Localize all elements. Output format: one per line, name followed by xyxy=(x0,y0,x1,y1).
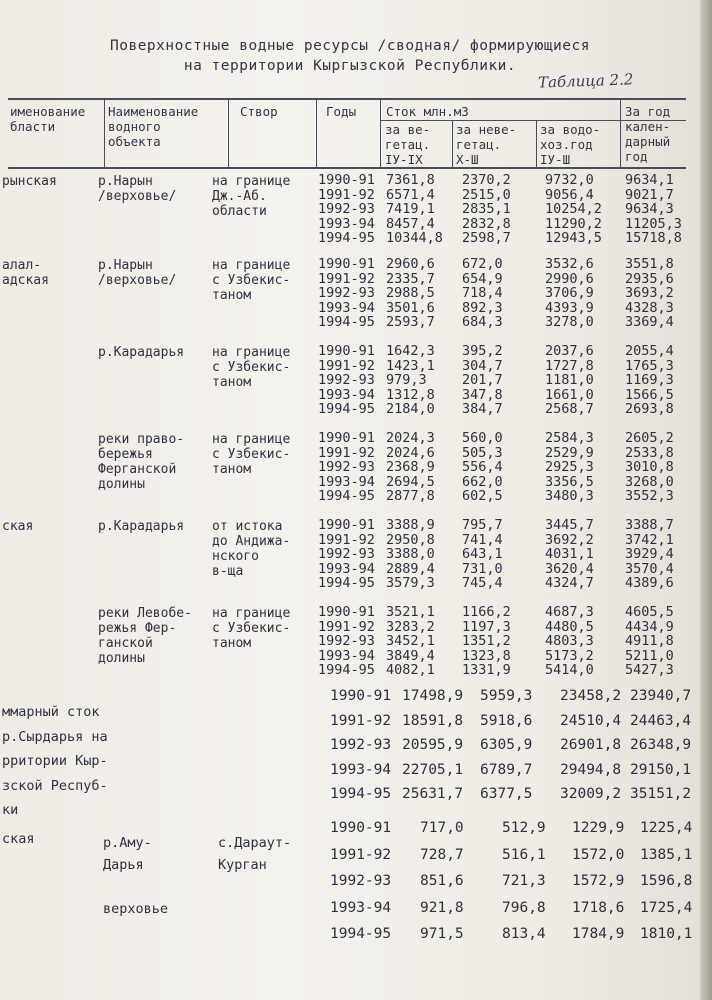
header-non-vegetation: за неве- гетац. Х-Ш xyxy=(456,122,517,167)
year-cell: 1993-94 xyxy=(330,761,392,778)
water-object-name: р.Карадарья xyxy=(98,519,185,534)
value-cell: 9056,4 xyxy=(545,186,594,203)
year-cell: 1993-94 xyxy=(318,386,375,403)
year-cell: 1991-92 xyxy=(318,270,375,287)
value-cell: 516,1 xyxy=(502,846,546,863)
value-cell: 4434,9 xyxy=(625,618,674,635)
header-top-rule xyxy=(8,98,686,100)
value-cell: 304,7 xyxy=(462,357,503,374)
value-cell: 2988,5 xyxy=(386,285,435,302)
value-cell: 643,1 xyxy=(462,546,503,563)
value-cell: 1596,8 xyxy=(640,873,693,889)
header-region: именование бласти xyxy=(10,104,86,134)
year-cell: 1991-92 xyxy=(318,618,375,635)
year-cell: 1990-91 xyxy=(330,688,392,704)
value-cell: 851,6 xyxy=(420,873,464,889)
value-cell: 2037,6 xyxy=(545,343,594,359)
region-name: алал- адская xyxy=(2,258,49,288)
value-cell: 10254,2 xyxy=(545,201,602,218)
water-object-name: р.Нарын /верховье/ xyxy=(98,258,177,288)
value-cell: 4687,3 xyxy=(545,604,594,620)
year-cell: 1994-95 xyxy=(318,575,375,592)
value-cell: 2370,2 xyxy=(462,172,511,188)
value-cell: 2889,4 xyxy=(386,560,435,577)
value-cell: 2605,2 xyxy=(625,430,674,446)
value-cell: 3283,2 xyxy=(386,618,435,635)
year-cell: 1993-94 xyxy=(318,560,375,577)
value-cell: 2950,8 xyxy=(386,531,435,548)
value-cell: 1225,4 xyxy=(640,820,693,836)
value-cell: 26348,9 xyxy=(630,737,692,753)
value-cell: 1331,9 xyxy=(462,662,511,679)
value-cell: 741,4 xyxy=(462,531,503,548)
value-cell: 2368,9 xyxy=(386,459,435,476)
value-cell: 5959,3 xyxy=(480,688,533,704)
value-cell: 2598,7 xyxy=(462,230,511,247)
year-cell: 1990-91 xyxy=(330,820,392,836)
value-cell: 10344,8 xyxy=(386,230,443,247)
year-cell: 1992-93 xyxy=(318,546,375,563)
year-cell: 1993-94 xyxy=(318,647,375,664)
value-cell: 23940,7 xyxy=(630,688,692,704)
header-divider xyxy=(228,98,229,168)
value-cell: 4082,1 xyxy=(386,662,435,679)
header-divider xyxy=(380,98,381,168)
header-divider xyxy=(316,98,317,168)
year-cell: 1994-95 xyxy=(318,662,375,679)
value-cell: 2515,0 xyxy=(462,186,511,203)
value-cell: 29150,1 xyxy=(630,761,692,778)
value-cell: 29494,8 xyxy=(560,761,622,778)
value-cell: 602,5 xyxy=(462,488,503,505)
value-cell: 1229,9 xyxy=(572,820,625,836)
value-cell: 24463,4 xyxy=(630,712,692,729)
value-cell: 5173,2 xyxy=(545,647,594,664)
year-cell: 1993-94 xyxy=(318,299,375,316)
value-cell: 731,0 xyxy=(462,560,503,577)
value-cell: 2335,7 xyxy=(386,270,435,287)
value-cell: 8457,4 xyxy=(386,215,435,232)
value-cell: 7419,1 xyxy=(386,201,435,218)
year-cell: 1990-91 xyxy=(318,343,375,359)
value-cell: 3620,4 xyxy=(545,560,594,577)
value-cell: 5211,0 xyxy=(625,647,674,664)
value-cell: 35151,2 xyxy=(630,786,692,802)
value-cell: 1197,3 xyxy=(462,618,511,635)
value-cell: 1642,3 xyxy=(386,343,435,359)
value-cell: 1725,4 xyxy=(640,899,693,916)
value-cell: 3388,9 xyxy=(386,517,435,533)
value-cell: 1181,0 xyxy=(545,372,594,389)
value-cell: 560,0 xyxy=(462,430,503,446)
year-cell: 1990-91 xyxy=(318,172,375,188)
value-cell: 2024,3 xyxy=(386,430,435,446)
value-cell: 4393,9 xyxy=(545,299,594,316)
value-cell: 23458,2 xyxy=(560,688,622,704)
value-cell: 3579,3 xyxy=(386,575,435,592)
year-cell: 1990-91 xyxy=(318,604,375,620)
year-cell: 1993-94 xyxy=(318,215,375,232)
value-cell: 979,3 xyxy=(386,372,427,389)
header-section: Створ xyxy=(240,104,278,119)
value-cell: 2529,9 xyxy=(545,444,594,461)
section-name: с.Дараут- Курган xyxy=(218,835,292,873)
year-cell: 1993-94 xyxy=(318,473,375,490)
water-object-name: реки право- бережья Ферганской долины xyxy=(98,432,185,492)
value-cell: 20595,9 xyxy=(402,737,464,753)
value-cell: 9732,0 xyxy=(545,172,594,188)
value-cell: 512,9 xyxy=(502,820,546,836)
value-cell: 3532,6 xyxy=(545,256,594,272)
value-cell: 662,0 xyxy=(462,473,503,490)
water-object-name: р.Аму- Дарья верховье xyxy=(103,835,169,917)
value-cell: 2593,7 xyxy=(386,314,435,331)
header-bottom-rule xyxy=(8,167,686,169)
value-cell: 4324,7 xyxy=(545,575,594,592)
value-cell: 6571,4 xyxy=(386,186,435,203)
value-cell: 2935,6 xyxy=(625,270,674,287)
value-cell: 1810,1 xyxy=(640,926,693,942)
value-cell: 1323,8 xyxy=(462,647,511,664)
region-name: рынская xyxy=(2,174,57,189)
value-cell: 4389,6 xyxy=(625,575,674,592)
value-cell: 3693,2 xyxy=(625,285,674,302)
value-cell: 3552,3 xyxy=(625,488,674,505)
value-cell: 3010,8 xyxy=(625,459,674,476)
year-cell: 1994-95 xyxy=(318,488,375,505)
value-cell: 347,8 xyxy=(462,386,503,403)
year-cell: 1991-92 xyxy=(330,846,392,863)
value-cell: 892,3 xyxy=(462,299,503,316)
value-cell: 2990,6 xyxy=(545,270,594,287)
value-cell: 3445,7 xyxy=(545,517,594,533)
header-divider xyxy=(104,98,105,168)
header-water-object: Наименование водного объекта xyxy=(108,104,199,149)
section-name: от истока до Андижа- нского в-ща xyxy=(212,519,291,579)
value-cell: 796,8 xyxy=(502,899,546,916)
value-cell: 22705,1 xyxy=(402,761,464,778)
value-cell: 717,0 xyxy=(420,820,464,836)
value-cell: 4803,3 xyxy=(545,633,594,650)
document-title-line-2: на территории Кыргызской Республики. xyxy=(183,58,517,74)
water-object-name: р.Нарын /верховье/ xyxy=(98,174,177,204)
year-cell: 1994-95 xyxy=(318,401,375,418)
value-cell: 1423,1 xyxy=(386,357,435,374)
value-cell: 6305,9 xyxy=(480,737,533,753)
header-divider xyxy=(452,120,453,168)
year-cell: 1994-95 xyxy=(330,786,392,802)
header-divider xyxy=(620,98,621,168)
value-cell: 1385,1 xyxy=(640,846,693,863)
value-cell: 2055,4 xyxy=(625,343,674,359)
value-cell: 12943,5 xyxy=(545,230,602,247)
value-cell: 1784,9 xyxy=(572,926,625,942)
table-number-handwritten: Таблица 2.2 xyxy=(537,70,634,92)
value-cell: 3480,3 xyxy=(545,488,594,505)
year-cell: 1991-92 xyxy=(318,186,375,203)
year-cell: 1991-92 xyxy=(318,531,375,548)
value-cell: 4911,8 xyxy=(625,633,674,650)
page-edge-shadow xyxy=(700,0,712,1000)
value-cell: 5427,3 xyxy=(625,662,674,679)
value-cell: 9634,3 xyxy=(625,201,674,218)
year-cell: 1993-94 xyxy=(330,899,392,916)
value-cell: 1572,0 xyxy=(572,846,625,863)
value-cell: 1572,9 xyxy=(572,873,625,889)
value-cell: 672,0 xyxy=(462,256,503,272)
value-cell: 921,8 xyxy=(420,899,464,916)
value-cell: 1727,8 xyxy=(545,357,594,374)
value-cell: 25631,7 xyxy=(402,786,464,802)
value-cell: 3706,9 xyxy=(545,285,594,302)
year-cell: 1992-93 xyxy=(318,633,375,650)
year-cell: 1991-92 xyxy=(318,444,375,461)
value-cell: 971,5 xyxy=(420,926,464,942)
year-cell: 1994-95 xyxy=(318,314,375,331)
value-cell: 3849,4 xyxy=(386,647,435,664)
header-water-year: за водо- хоз.год IУ-Ш xyxy=(540,122,601,167)
value-cell: 2568,7 xyxy=(545,401,594,418)
value-cell: 17498,9 xyxy=(402,688,464,704)
header-vegetation: за ве- гетац. IУ-IХ xyxy=(385,122,431,167)
value-cell: 4605,5 xyxy=(625,604,674,620)
value-cell: 745,4 xyxy=(462,575,503,592)
header-years: Годы xyxy=(326,104,357,119)
value-cell: 1312,8 xyxy=(386,386,435,403)
value-cell: 3388,7 xyxy=(625,517,674,533)
year-cell: 1994-95 xyxy=(330,926,392,942)
value-cell: 2835,1 xyxy=(462,201,511,218)
value-cell: 1661,0 xyxy=(545,386,594,403)
value-cell: 1166,2 xyxy=(462,604,511,620)
year-cell: 1991-92 xyxy=(330,712,392,729)
value-cell: 2693,8 xyxy=(625,401,674,418)
value-cell: 32009,2 xyxy=(560,786,622,802)
value-cell: 15718,8 xyxy=(625,230,682,247)
value-cell: 9634,1 xyxy=(625,172,674,188)
year-cell: 1992-93 xyxy=(330,873,392,889)
value-cell: 728,7 xyxy=(420,846,464,863)
value-cell: 3388,0 xyxy=(386,546,435,563)
year-cell: 1990-91 xyxy=(318,517,375,533)
value-cell: 1566,5 xyxy=(625,386,674,403)
value-cell: 5414,0 xyxy=(545,662,594,679)
value-cell: 4031,1 xyxy=(545,546,594,563)
section-name: на границе с Узбекис- таном xyxy=(212,606,291,651)
region-name: ская xyxy=(2,519,34,534)
value-cell: 2925,3 xyxy=(545,459,594,476)
region-name: ская xyxy=(2,831,35,847)
value-cell: 3551,8 xyxy=(625,256,674,272)
value-cell: 11205,3 xyxy=(625,215,682,232)
year-cell: 1992-93 xyxy=(318,285,375,302)
value-cell: 3452,1 xyxy=(386,633,435,650)
value-cell: 556,4 xyxy=(462,459,503,476)
value-cell: 6789,7 xyxy=(480,761,533,778)
value-cell: 11290,2 xyxy=(545,215,602,232)
value-cell: 654,9 xyxy=(462,270,503,287)
value-cell: 7361,8 xyxy=(386,172,435,188)
value-cell: 2694,5 xyxy=(386,473,435,490)
value-cell: 201,7 xyxy=(462,372,503,389)
value-cell: 24510,4 xyxy=(560,712,622,729)
value-cell: 3369,4 xyxy=(625,314,674,331)
value-cell: 2832,8 xyxy=(462,215,511,232)
value-cell: 5918,6 xyxy=(480,712,533,729)
value-cell: 2184,0 xyxy=(386,401,435,418)
water-object-name: р.Карадарья xyxy=(98,345,185,360)
section-name: на границе с Узбекис- таном xyxy=(212,432,291,477)
value-cell: 2533,8 xyxy=(625,444,674,461)
section-name: на границе Дж.-Аб. области xyxy=(212,174,291,219)
value-cell: 9021,7 xyxy=(625,186,674,203)
section-name: на границе с Узбекис- таном xyxy=(212,345,291,390)
value-cell: 3356,5 xyxy=(545,473,594,490)
value-cell: 684,3 xyxy=(462,314,503,331)
value-cell: 18591,8 xyxy=(402,712,464,729)
value-cell: 3521,1 xyxy=(386,604,435,620)
value-cell: 2877,8 xyxy=(386,488,435,505)
year-cell: 1990-91 xyxy=(318,256,375,272)
section-name: на границе с Узбекис- таном xyxy=(212,258,291,303)
year-cell: 1992-93 xyxy=(318,459,375,476)
value-cell: 384,7 xyxy=(462,401,503,418)
value-cell: 3570,4 xyxy=(625,560,674,577)
value-cell: 395,2 xyxy=(462,343,503,359)
year-cell: 1991-92 xyxy=(318,357,375,374)
value-cell: 813,4 xyxy=(502,926,546,942)
value-cell: 795,7 xyxy=(462,517,503,533)
value-cell: 3929,4 xyxy=(625,546,674,563)
value-cell: 3742,1 xyxy=(625,531,674,548)
value-cell: 718,4 xyxy=(462,285,503,302)
value-cell: 4328,3 xyxy=(625,299,674,316)
year-cell: 1994-95 xyxy=(318,230,375,247)
value-cell: 2584,3 xyxy=(545,430,594,446)
value-cell: 3501,6 xyxy=(386,299,435,316)
value-cell: 505,3 xyxy=(462,444,503,461)
value-cell: 2024,6 xyxy=(386,444,435,461)
value-cell: 3692,2 xyxy=(545,531,594,548)
header-calendar-year: За год кален- дарный год xyxy=(625,104,671,164)
total-label: ммарный сток р.Сырдарья на рритории Кыр- зской Респуб- ки xyxy=(2,704,108,818)
year-cell: 1992-93 xyxy=(330,737,392,753)
value-cell: 3278,0 xyxy=(545,314,594,331)
year-cell: 1992-93 xyxy=(318,372,375,389)
value-cell: 6377,5 xyxy=(480,786,533,802)
value-cell: 1718,6 xyxy=(572,899,625,916)
value-cell: 26901,8 xyxy=(560,737,622,753)
header-divider xyxy=(536,120,537,168)
document-title-line-1: Поверхностные водные ресурсы /сводная/ формирующиеся xyxy=(110,38,590,54)
value-cell: 1351,2 xyxy=(462,633,511,650)
water-object-name: реки Левобе- режья Фер- ганской долины xyxy=(98,606,192,666)
header-runoff: Сток млн.м3 xyxy=(386,104,469,119)
year-cell: 1990-91 xyxy=(318,430,375,446)
value-cell: 4480,5 xyxy=(545,618,594,635)
value-cell: 1765,3 xyxy=(625,357,674,374)
value-cell: 721,3 xyxy=(502,873,546,889)
value-cell: 2960,6 xyxy=(386,256,435,272)
value-cell: 3268,0 xyxy=(625,473,674,490)
value-cell: 1169,3 xyxy=(625,372,674,389)
year-cell: 1992-93 xyxy=(318,201,375,218)
